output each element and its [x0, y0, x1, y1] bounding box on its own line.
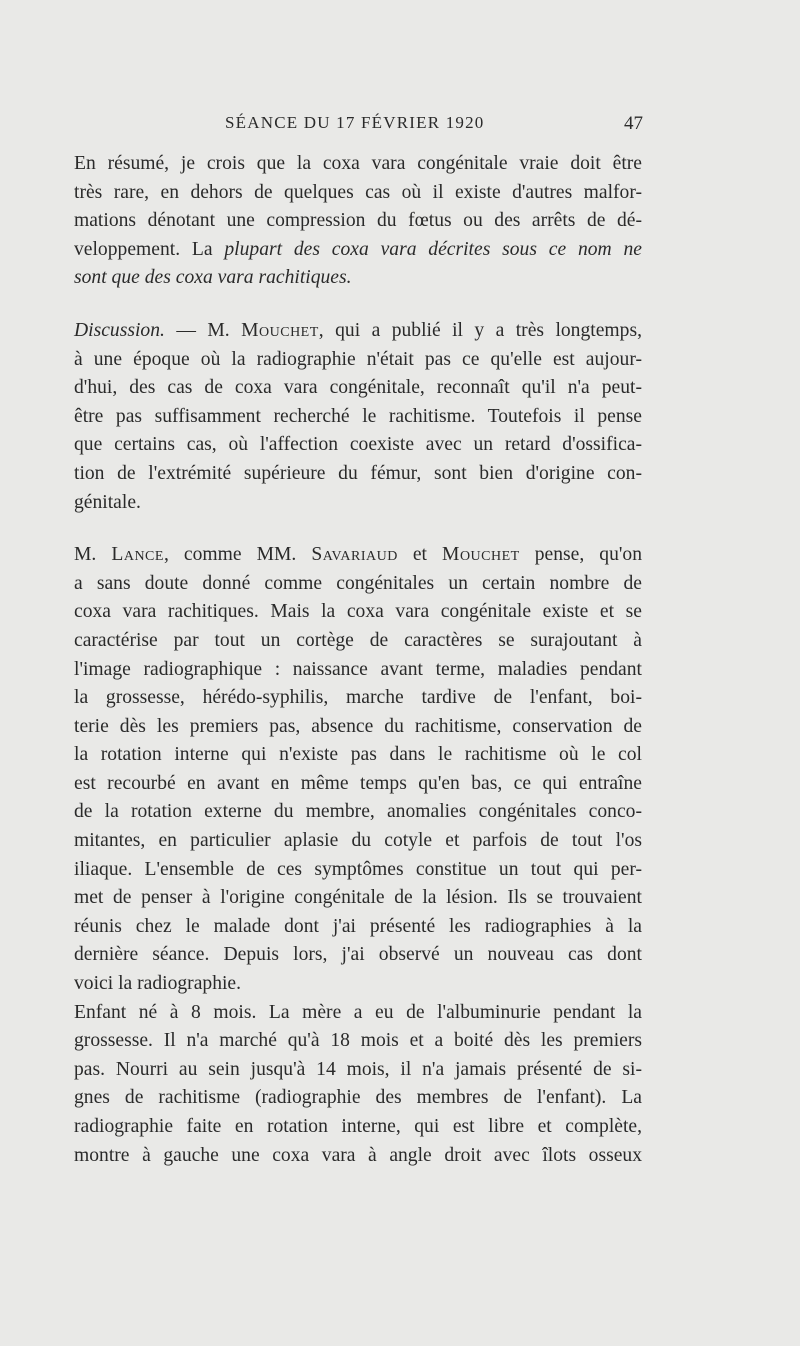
text-line: très rare, en dehors de quelques cas où il existe d'autres malfor- — [74, 181, 642, 203]
text-fragment: — M. — [164, 319, 242, 341]
text-line: met de penser à l'origine congénitale de la lésion. Ils se trouvaient — [74, 887, 642, 909]
text-line: grossesse. Il n'a marché qu'à 18 mois et a boité dès les premiers — [74, 1030, 642, 1052]
text-fragment: , qui a publié il y a très longtemps, — [318, 319, 642, 341]
text-line: dernière séance. Depuis lors, j'ai observé un nouveau cas dont — [74, 944, 642, 966]
text-line: l'image radiographique : naissance avant terme, maladies pendant — [74, 658, 642, 680]
text-line: iliaque. L'ensemble de ces symptômes constitue un tout qui per- — [74, 858, 642, 880]
text-line: Enfant né à 8 mois. La mère a eu de l'albuminurie pendant la — [74, 1001, 642, 1023]
text-line: mations dénotant une compression du fœtus ou des arrêts de dé- — [74, 210, 642, 232]
text-line: génitale. — [74, 491, 141, 513]
text-line: réunis chez le malade dont j'ai présenté les radiographies à la — [74, 915, 642, 937]
text-line: En résumé, je crois que la coxa vara congénitale vraie doit être — [74, 153, 642, 174]
text-line: mitantes, en particulier aplasie du cotyle et parfois de tout l'os — [74, 830, 642, 852]
text-fragment: pense, qu'on — [519, 544, 643, 566]
italic-fragment: plupart des coxa vara décrites sous ce nom ne — [224, 238, 642, 260]
text-line: montre à gauche une coxa vara à angle droit avec îlots osseux — [74, 1144, 642, 1166]
text-line: a sans doute donné comme congénitales un certain nombre de — [74, 572, 642, 594]
running-header — [225, 113, 643, 143]
text-line: est recourbé en avant en même temps qu'en bas, ce qui entraîne — [74, 772, 642, 794]
author-name: Mouchet — [442, 544, 520, 566]
text-line: de la rotation externe du membre, anomalies congénitales conco- — [74, 801, 642, 823]
author-name: Lance — [111, 544, 164, 566]
text-line: voici la radiographie. — [74, 973, 242, 995]
text-line — [52, 264, 642, 293]
text-fragment: M. — [74, 544, 112, 566]
text-line: d'hui, des cas de coxa vara congénitale, reconnaît qu'il n'a peut- — [74, 377, 642, 399]
text-line: être pas suffisamment recherché le rachitisme. Toutefois il pense — [74, 405, 642, 427]
page-number: 47 — [624, 113, 643, 134]
text-line: gnes de rachitisme (radiographie des membres de l'enfant). La — [74, 1087, 642, 1109]
paragraph-case — [52, 999, 642, 1171]
text-line: que certains cas, où l'affection coexiste avec un retard d'ossifica- — [74, 434, 642, 456]
text-line — [52, 236, 642, 265]
text-line: radiographie faite en rotation interne, qui est libre et complète, — [74, 1116, 642, 1137]
text-line: coxa vara rachitiques. Mais la coxa vara congénitale existe et se — [74, 601, 642, 623]
header-title: SÉANCE DU 17 FÉVRIER 1920 — [225, 113, 485, 132]
text-line: terie dès les premiers pas, absence du rachitisme, conservation de — [74, 715, 642, 737]
text-line: pas. Nourri au sein jusqu'à 14 mois, il n'a jamais présenté de si- — [74, 1058, 642, 1080]
text-line: caractérise par tout un cortège de caractères se surajoutant à — [74, 629, 642, 651]
page-body — [52, 150, 642, 1170]
text-fragment: veloppement. La — [74, 238, 225, 260]
author-name: Savariaud — [311, 544, 398, 566]
discussion-label: Discussion. — [74, 319, 165, 341]
italic-fragment: sont que des coxa vara rachitiques. — [74, 267, 352, 289]
text-line: à une époque où la radiographie n'était pas ce qu'elle est aujour- — [74, 348, 642, 370]
text-line — [52, 541, 642, 570]
text-line — [52, 317, 642, 346]
author-name: Mouchet — [241, 319, 319, 341]
paragraph-summary — [52, 150, 642, 293]
text-line: tion de l'extrémité supérieure du fémur, sont bien d'origine con- — [74, 462, 642, 484]
paragraph-discussion — [52, 317, 642, 517]
text-fragment: , comme MM. — [163, 544, 312, 566]
paragraph-lance — [52, 541, 642, 999]
text-line: la grossesse, hérédo-syphilis, marche tardive de l'enfant, boi- — [74, 687, 642, 709]
text-line: la rotation interne qui n'existe pas dans le rachitisme où le col — [74, 744, 642, 766]
text-fragment: et — [397, 544, 443, 566]
